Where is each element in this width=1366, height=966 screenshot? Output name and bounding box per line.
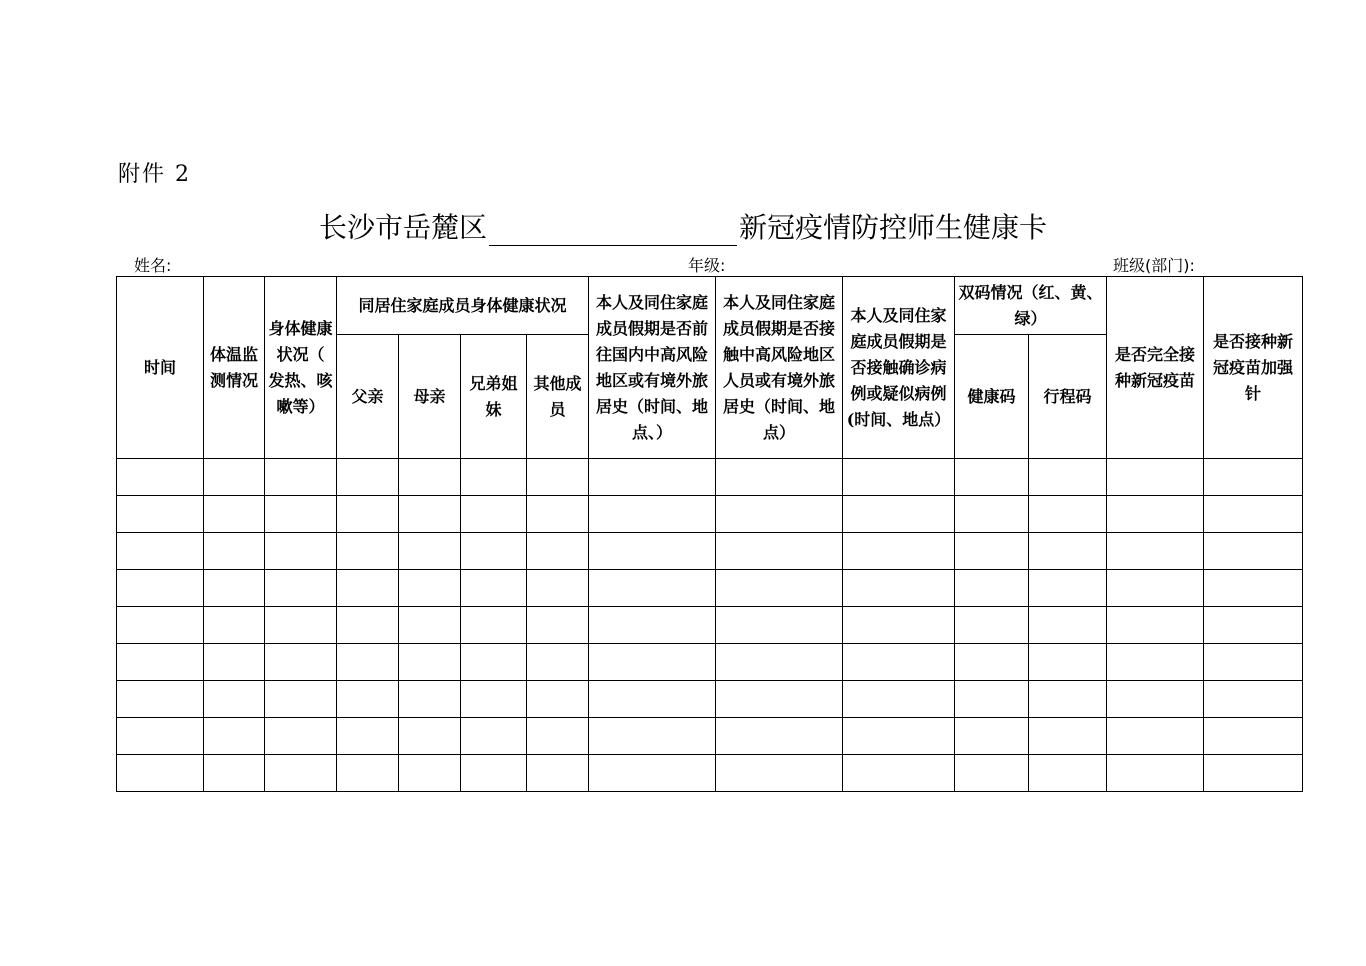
- cell-time[interactable]: [117, 533, 204, 570]
- cell-contact-history[interactable]: [716, 533, 843, 570]
- cell-time[interactable]: [117, 607, 204, 644]
- table-row: [117, 570, 1303, 607]
- cell-siblings[interactable]: [461, 755, 527, 792]
- cell-booster[interactable]: [1204, 496, 1303, 533]
- cell-other-members[interactable]: [527, 755, 589, 792]
- cell-time[interactable]: [117, 681, 204, 718]
- cell-trip-code[interactable]: [1029, 496, 1107, 533]
- cell-siblings[interactable]: [461, 570, 527, 607]
- cell-time[interactable]: [117, 644, 204, 681]
- cell-father[interactable]: [337, 607, 399, 644]
- cell-trip-code[interactable]: [1029, 755, 1107, 792]
- header-diagnosed-contact: 本人及同住家庭成员假期是否接触确诊病例或疑似病例(时间、地点）: [843, 277, 955, 459]
- cell-temperature[interactable]: [204, 755, 265, 792]
- cell-trip-code[interactable]: [1029, 681, 1107, 718]
- cell-booster[interactable]: [1204, 607, 1303, 644]
- title-prefix: 长沙市岳麓区: [318, 211, 487, 244]
- cell-contact-history[interactable]: [716, 459, 843, 496]
- cell-trip-code[interactable]: [1029, 718, 1107, 755]
- header-row-1: [117, 277, 1303, 335]
- cell-temperature[interactable]: [204, 607, 265, 644]
- header-trip-code: 行程码: [1029, 335, 1107, 459]
- cell-other-members[interactable]: [527, 570, 589, 607]
- cell-travel-history[interactable]: [589, 755, 716, 792]
- cell-health-code[interactable]: [955, 533, 1029, 570]
- cell-travel-history[interactable]: [589, 607, 716, 644]
- header-code-group: 双码情况（红、黄、绿）: [955, 277, 1107, 335]
- cell-diagnosed-contact[interactable]: [843, 496, 955, 533]
- cell-travel-history[interactable]: [589, 681, 716, 718]
- header-temperature: 体温监测情况: [204, 277, 265, 459]
- cell-temperature[interactable]: [204, 570, 265, 607]
- cell-other-members[interactable]: [527, 607, 589, 644]
- table-row: [117, 607, 1303, 644]
- cell-diagnosed-contact[interactable]: [843, 718, 955, 755]
- cell-health-code[interactable]: [955, 718, 1029, 755]
- cell-father[interactable]: [337, 533, 399, 570]
- attachment-label: 附件 2: [118, 162, 191, 187]
- cell-vaccinated[interactable]: [1107, 459, 1204, 496]
- table-row: [117, 644, 1303, 681]
- cell-health-code[interactable]: [955, 607, 1029, 644]
- cell-health-code[interactable]: [955, 755, 1029, 792]
- cell-time[interactable]: [117, 459, 204, 496]
- cell-father[interactable]: [337, 718, 399, 755]
- cell-health-code[interactable]: [955, 570, 1029, 607]
- page-title: [0, 206, 1366, 246]
- cell-vaccinated[interactable]: [1107, 681, 1204, 718]
- cell-booster[interactable]: [1204, 570, 1303, 607]
- cell-temperature[interactable]: [204, 496, 265, 533]
- cell-health-code[interactable]: [955, 644, 1029, 681]
- cell-contact-history[interactable]: [716, 681, 843, 718]
- cell-father[interactable]: [337, 459, 399, 496]
- cell-vaccinated[interactable]: [1107, 755, 1204, 792]
- cell-contact-history[interactable]: [716, 755, 843, 792]
- cell-mother[interactable]: [399, 755, 461, 792]
- cell-siblings[interactable]: [461, 607, 527, 644]
- cell-booster[interactable]: [1204, 755, 1303, 792]
- cell-time[interactable]: [117, 496, 204, 533]
- cell-mother[interactable]: [399, 459, 461, 496]
- cell-health-status[interactable]: [265, 459, 337, 496]
- cell-health-status[interactable]: [265, 718, 337, 755]
- header-other-members: 其他成员: [527, 335, 589, 459]
- title-suffix: 新冠疫情防控师生健康卡: [739, 211, 1048, 244]
- cell-siblings[interactable]: [461, 681, 527, 718]
- cell-temperature[interactable]: [204, 533, 265, 570]
- name-label: 姓名:: [134, 256, 172, 275]
- cell-other-members[interactable]: [527, 718, 589, 755]
- cell-diagnosed-contact[interactable]: [843, 755, 955, 792]
- health-card-table: [116, 276, 1303, 792]
- cell-father[interactable]: [337, 644, 399, 681]
- cell-health-code[interactable]: [955, 496, 1029, 533]
- header-contact-history: 本人及同住家庭成员假期是否接触中高风险地区人员或有境外旅居史（时间、地点）: [716, 277, 843, 459]
- cell-time[interactable]: [117, 570, 204, 607]
- cell-health-status[interactable]: [265, 607, 337, 644]
- cell-travel-history[interactable]: [589, 718, 716, 755]
- header-father: 父亲: [337, 335, 399, 459]
- header-booster: 是否接种新冠疫苗加强针: [1204, 277, 1303, 459]
- cell-mother[interactable]: [399, 681, 461, 718]
- cell-diagnosed-contact[interactable]: [843, 533, 955, 570]
- table-row: [117, 755, 1303, 792]
- cell-vaccinated[interactable]: [1107, 644, 1204, 681]
- cell-other-members[interactable]: [527, 533, 589, 570]
- cell-health-status[interactable]: [265, 644, 337, 681]
- cell-mother[interactable]: [399, 718, 461, 755]
- cell-health-code[interactable]: [955, 681, 1029, 718]
- cell-other-members[interactable]: [527, 644, 589, 681]
- cell-travel-history[interactable]: [589, 496, 716, 533]
- title-blank-line: [489, 217, 737, 246]
- cell-contact-history[interactable]: [716, 644, 843, 681]
- header-vaccinated: 是否完全接种新冠疫苗: [1107, 277, 1204, 459]
- cell-mother[interactable]: [399, 533, 461, 570]
- cell-trip-code[interactable]: [1029, 533, 1107, 570]
- cell-travel-history[interactable]: [589, 459, 716, 496]
- header-health-code: 健康码: [955, 335, 1029, 459]
- cell-other-members[interactable]: [527, 681, 589, 718]
- cell-vaccinated[interactable]: [1107, 533, 1204, 570]
- cell-other-members[interactable]: [527, 496, 589, 533]
- cell-contact-history[interactable]: [716, 718, 843, 755]
- cell-health-status[interactable]: [265, 755, 337, 792]
- header-siblings: 兄弟姐妹: [461, 335, 527, 459]
- cell-health-status[interactable]: [265, 681, 337, 718]
- header-family-group: 同居住家庭成员身体健康状况: [337, 277, 589, 335]
- cell-father[interactable]: [337, 570, 399, 607]
- header-travel-history: 本人及同住家庭成员假期是否前往国内中高风险地区或有境外旅居史（时间、地点、）: [589, 277, 716, 459]
- cell-contact-history[interactable]: [716, 496, 843, 533]
- cell-mother[interactable]: [399, 570, 461, 607]
- header-time: 时间: [117, 277, 204, 459]
- cell-health-status[interactable]: [265, 570, 337, 607]
- cell-health-status[interactable]: [265, 496, 337, 533]
- cell-health-status[interactable]: [265, 533, 337, 570]
- cell-mother[interactable]: [399, 496, 461, 533]
- cell-travel-history[interactable]: [589, 644, 716, 681]
- header-mother: 母亲: [399, 335, 461, 459]
- cell-travel-history[interactable]: [589, 533, 716, 570]
- class-label: 班级(部门):: [1113, 256, 1195, 275]
- cell-booster[interactable]: [1204, 681, 1303, 718]
- cell-contact-history[interactable]: [716, 570, 843, 607]
- cell-vaccinated[interactable]: [1107, 607, 1204, 644]
- cell-travel-history[interactable]: [589, 570, 716, 607]
- table-row: [117, 681, 1303, 718]
- cell-father[interactable]: [337, 755, 399, 792]
- cell-mother[interactable]: [399, 644, 461, 681]
- cell-mother[interactable]: [399, 607, 461, 644]
- cell-diagnosed-contact[interactable]: [843, 607, 955, 644]
- table-row: [117, 496, 1303, 533]
- cell-temperature[interactable]: [204, 459, 265, 496]
- cell-temperature[interactable]: [204, 681, 265, 718]
- cell-father[interactable]: [337, 496, 399, 533]
- cell-trip-code[interactable]: [1029, 459, 1107, 496]
- table-row: [117, 718, 1303, 755]
- cell-temperature[interactable]: [204, 644, 265, 681]
- cell-other-members[interactable]: [527, 459, 589, 496]
- cell-trip-code[interactable]: [1029, 644, 1107, 681]
- cell-contact-history[interactable]: [716, 607, 843, 644]
- cell-time[interactable]: [117, 755, 204, 792]
- cell-health-code[interactable]: [955, 459, 1029, 496]
- cell-siblings[interactable]: [461, 496, 527, 533]
- cell-diagnosed-contact[interactable]: [843, 459, 955, 496]
- cell-booster[interactable]: [1204, 533, 1303, 570]
- cell-temperature[interactable]: [204, 718, 265, 755]
- table-row: [117, 533, 1303, 570]
- cell-siblings[interactable]: [461, 718, 527, 755]
- cell-siblings[interactable]: [461, 644, 527, 681]
- cell-vaccinated[interactable]: [1107, 496, 1204, 533]
- cell-father[interactable]: [337, 681, 399, 718]
- cell-diagnosed-contact[interactable]: [843, 644, 955, 681]
- cell-vaccinated[interactable]: [1107, 570, 1204, 607]
- cell-trip-code[interactable]: [1029, 570, 1107, 607]
- cell-diagnosed-contact[interactable]: [843, 681, 955, 718]
- grade-label: 年级:: [688, 256, 726, 275]
- cell-siblings[interactable]: [461, 533, 527, 570]
- cell-time[interactable]: [117, 718, 204, 755]
- cell-trip-code[interactable]: [1029, 607, 1107, 644]
- table-row: [117, 459, 1303, 496]
- cell-diagnosed-contact[interactable]: [843, 570, 955, 607]
- cell-booster[interactable]: [1204, 644, 1303, 681]
- header-health-status: 身体健康状况（ 发热、咳嗽等）: [265, 277, 337, 459]
- cell-booster[interactable]: [1204, 718, 1303, 755]
- cell-booster[interactable]: [1204, 459, 1303, 496]
- cell-vaccinated[interactable]: [1107, 718, 1204, 755]
- cell-siblings[interactable]: [461, 459, 527, 496]
